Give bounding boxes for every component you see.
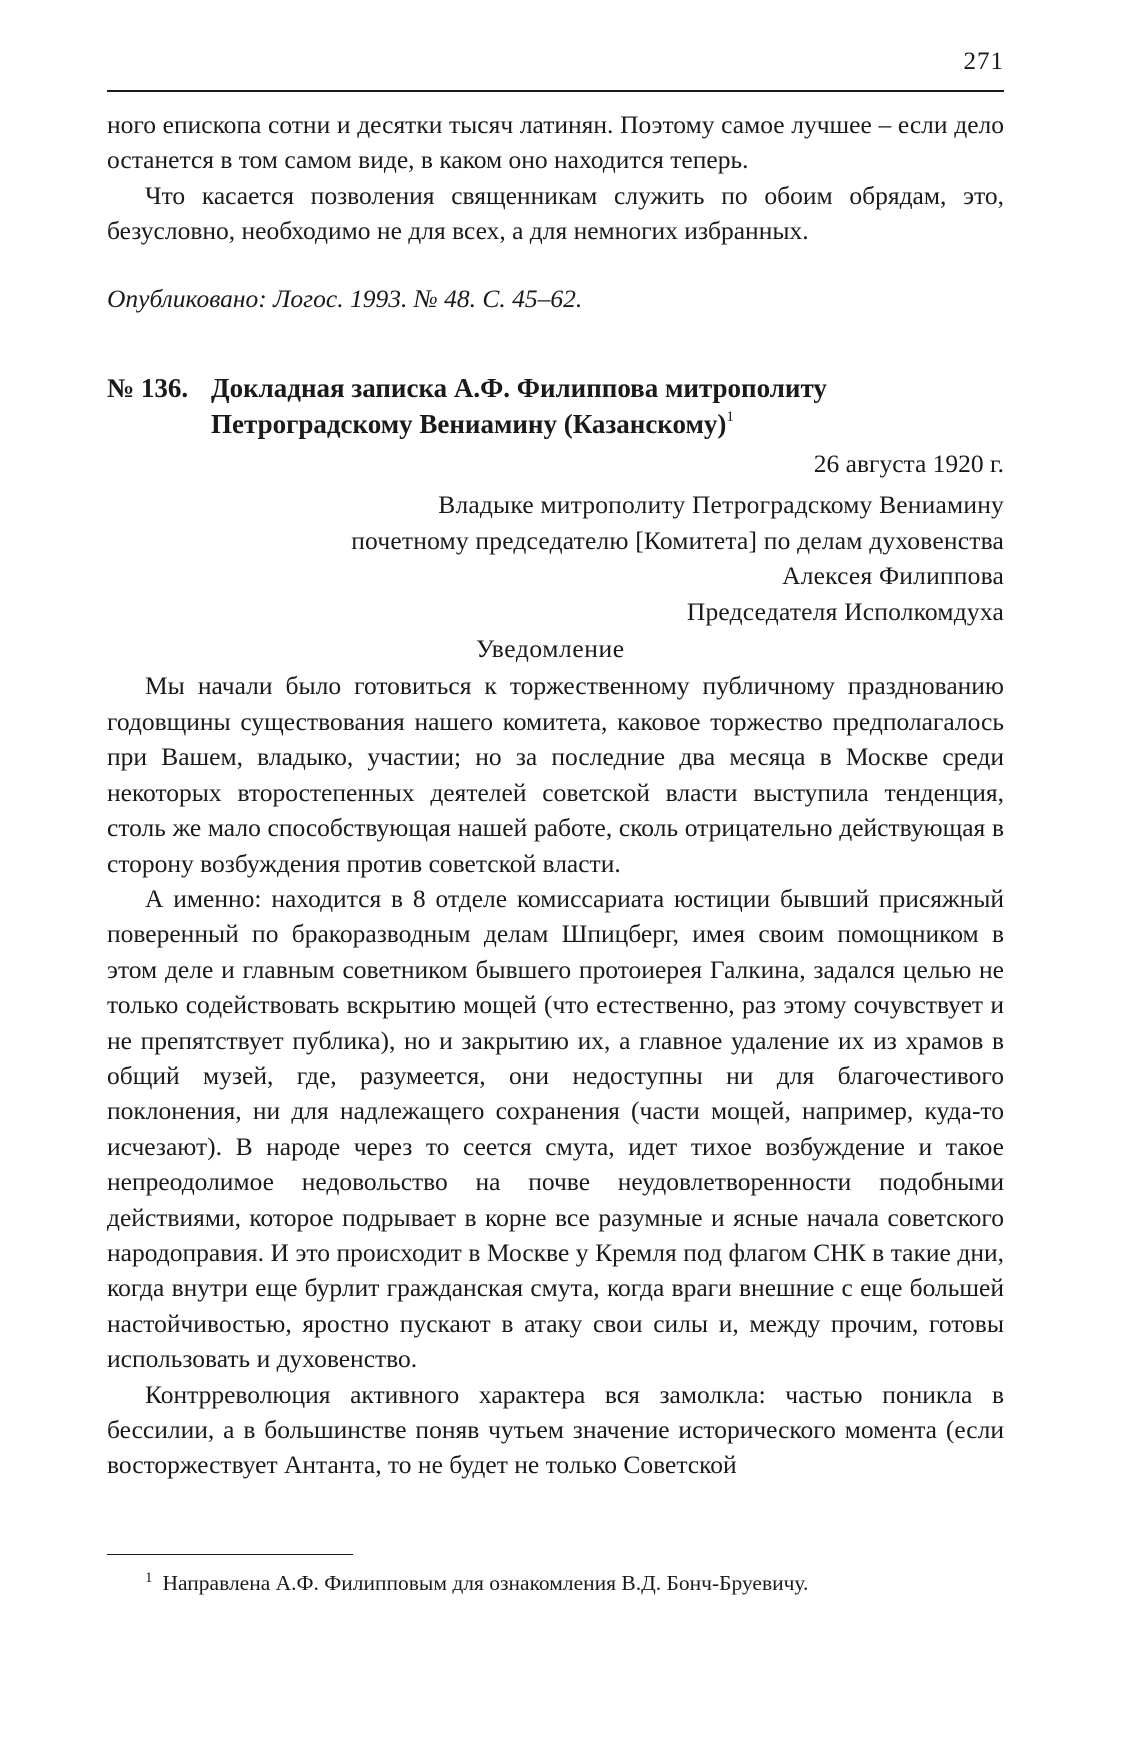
publication-note: Опубликовано: Логос. 1993. № 48. С. 45–62.	[107, 283, 583, 313]
footnote-text: Направлена А.Ф. Филипповым для ознакомления В.Д. Бонч-Бруевичу.	[162, 1571, 809, 1595]
addressee-line: Владыке митрополиту Петроградскому Вениамину	[438, 490, 1004, 520]
header-rule	[107, 90, 1004, 92]
addressee-line: почетному председателю [Комитета] по делам духовенства	[351, 525, 1004, 555]
paragraph-continued: ного епископа сотни и десятки тысяч латинян. Поэтому самое лучшее – если дело останется в том самом виде, в каком оно находится теперь.	[107, 110, 1004, 175]
paragraph: А именно: находится в 8 отделе комиссариата юстиции бывший присяжный поверенный по бракоразводным делам Шпицберг, имея своим помощником в этом деле и главным советником бывшего протоиерея Галкина, задался целью не только содействовать вскрытию мощей (что естественно, раз этому сочувствует и не препятствует публика), но и закрытию их, а главное удаление их из храмов в общий музей, где, разумеется, они недоступны ни для благочестивого поклонения, ни для надлежащего сохранения (части мощей, например, куда-то исчезают). В народе через то сеется смута, идет тихое возбуждение и такое непреодолимое недовольство на почве неудовлетворенности подобными действиями, которое подрывает в корне все разумные и ясные начала советского народоправия. И это происходит в Москве у Кремля под флагом СНК в такие дни, когда внутри еще бурлит гражданская смута, когда враги внешние с еще большей настойчивостью, яростно пускают в атаку свои силы и, между прочим, готовы использовать и духовенство.	[107, 883, 1004, 1374]
notice-title: Уведомление	[476, 634, 625, 664]
footnote	[145, 1569, 808, 1597]
page-content	[107, 107, 1004, 1483]
footnote-marker: 1	[145, 1570, 153, 1586]
document-title-line1: Докладная записка А.Ф. Филиппова митрополиту	[211, 373, 827, 404]
document-title-line2: Петроградскому Вениамину (Казанскому)	[211, 409, 727, 440]
paragraph: Мы начали было готовиться к торжественному публичному празднованию годовщины существования нашего комитета, каковое торжество предполагалось при Вашем, владыко, участии; но за последние два месяца в Москве среди некоторых второстепенных деятелей советской власти выступила тенденция, столь же мало способствующая нашей работе, сколь отрицательно действующая в сторону возбуждения против советской власти.	[107, 671, 1004, 878]
document-date: 26 августа 1920 г.	[813, 449, 1004, 479]
paragraph: Контрреволюция активного характера вся замолкла: частью поникла в бессилии, а в большинстве поняв чутьем значение исторического момента (если восторжествует Антанта, то не будет не только Советской	[107, 1379, 1004, 1480]
addressee-line: Алексея Филиппова	[782, 561, 1004, 591]
footnote-reference: 1	[726, 409, 734, 426]
book-page	[107, 0, 1004, 1758]
document-heading	[107, 370, 1004, 442]
paragraph: Что касается позволения священникам служить по обоим обрядам, это, безусловно, необходимо не для всех, а для немногих избранных.	[107, 180, 1004, 246]
addressee-line: Председателя Исполкомдуха	[686, 596, 1004, 626]
document-number: № 136.	[107, 373, 189, 404]
footnote-rule	[107, 1554, 353, 1555]
page-number: 271	[963, 48, 1004, 75]
addressee-block	[107, 487, 1004, 629]
